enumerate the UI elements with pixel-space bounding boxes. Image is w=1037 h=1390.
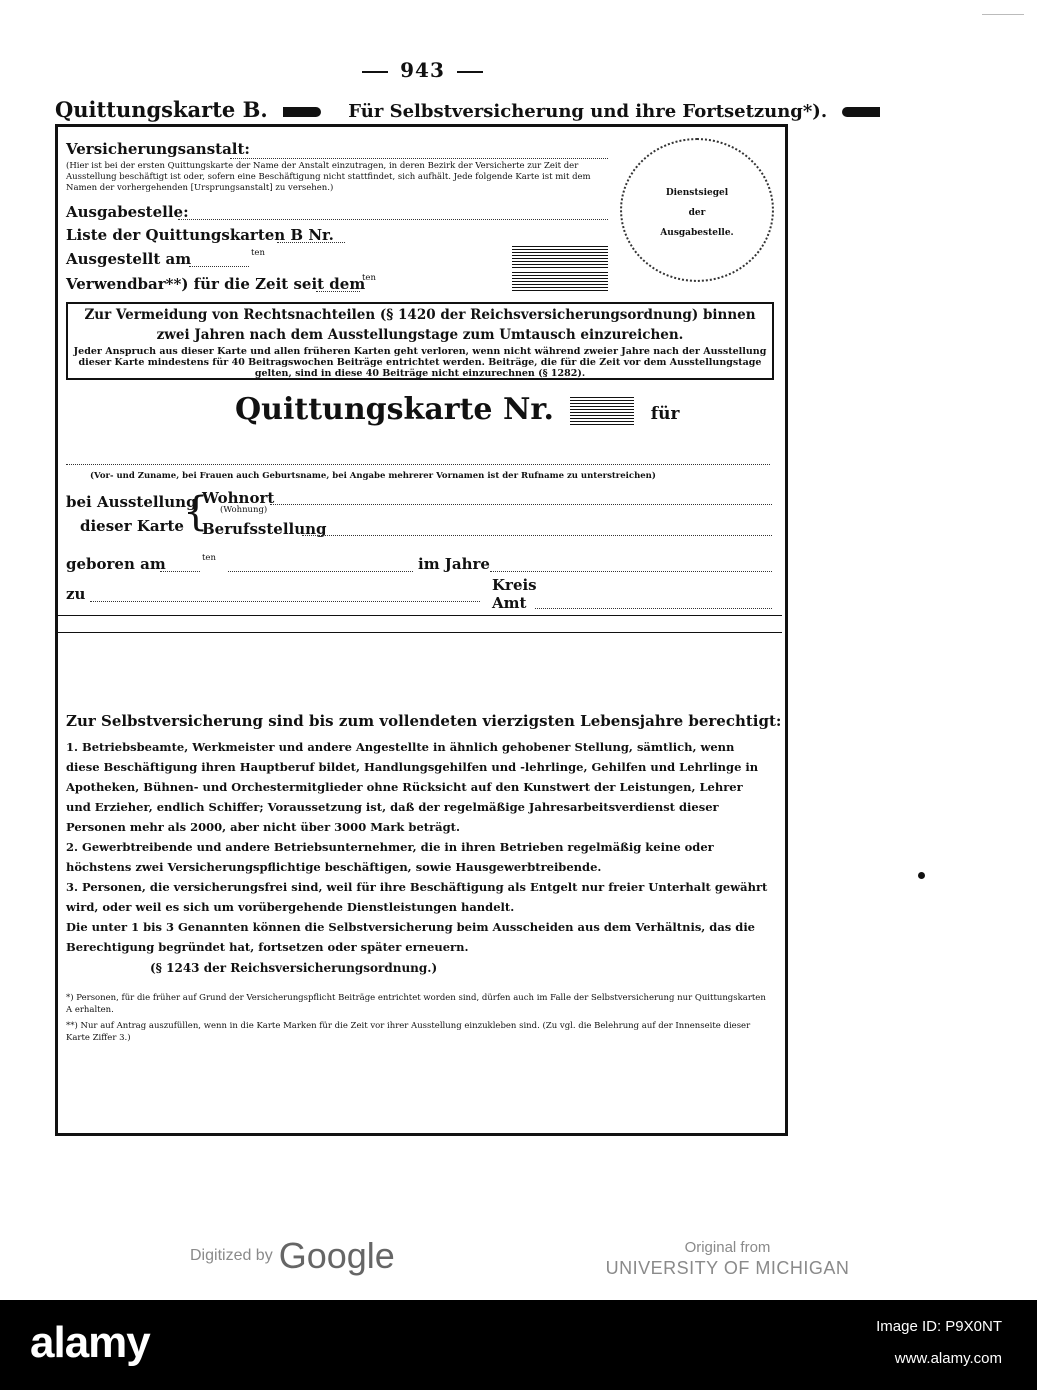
card-title: Quittungskarte B. Für Selbstversicherung und ihre Fortsetzung*). bbox=[55, 97, 790, 122]
official-seal bbox=[620, 138, 774, 282]
google-logo: Google bbox=[278, 1235, 395, 1276]
ink-dot bbox=[918, 872, 925, 879]
digitized-by: Digitized by Google bbox=[190, 1235, 395, 1276]
eligibility-closing: Die unter 1 bis 3 Genannten können die Selbstversicherung beim Ausscheiden aus dem Verhältnis, das die Berechtigung begründet hat, fortsetzen oder später erneuern. bbox=[66, 920, 756, 954]
usable-label: Verwendbar**) für die Zeit seit dem bbox=[66, 275, 366, 293]
seal-line: der bbox=[688, 208, 706, 218]
footnote-2: **) Nur auf Antrag auszufüllen, wenn in die Karte Marken für die Zeit vor ihrer Ausstellung einzukleben sind. (Zu vgl. die Belehrung auf der Innenseite dieser Karte Ziffer 3.) bbox=[66, 1021, 751, 1043]
number-hatch-area bbox=[570, 397, 634, 425]
residence-line bbox=[270, 492, 772, 505]
seal-line: Ausgabestelle. bbox=[660, 228, 734, 238]
year-label: im Jahre bbox=[418, 555, 490, 573]
warning-box bbox=[66, 302, 774, 380]
original-from-label: Original from bbox=[684, 1239, 771, 1256]
pointing-hand-icon bbox=[842, 107, 880, 117]
warning-line-1: Zur Vermeidung von Rechtsnachteilen (§ 1420 der Reichsversicherungsordnung) binnen bbox=[84, 307, 756, 323]
issued-suffix: ten bbox=[251, 248, 265, 258]
eligibility-heading: Zur Selbstversicherung sind bis zum vollendeten vierzigsten Lebensjahre berechtigt: bbox=[66, 712, 782, 730]
born-line bbox=[160, 559, 200, 572]
district-line bbox=[535, 596, 772, 609]
separator-line bbox=[58, 615, 782, 616]
issue-line-2: dieser Karte bbox=[80, 517, 184, 535]
alamy-logo: alamy bbox=[30, 1318, 150, 1367]
born-label: geboren am bbox=[66, 555, 166, 573]
warning-body: Jeder Anspruch aus dieser Karte und allen früheren Karten geht verloren, wenn nicht während zweier Jahre nach der Ausstellung dieser Karte mindestens für 40 Beitragswochen Beiträge entrichtet werden. Beiträge, die für die Zeit vor dem Ausstellungstage gelten, sind in diese 40 Beiträge nicht einzurechnen (§ 1282). bbox=[73, 346, 767, 379]
residence-note: (Wohnung) bbox=[220, 505, 268, 515]
usable-line bbox=[316, 279, 360, 292]
name-line bbox=[66, 452, 770, 465]
issuing-office-label: Ausgabestelle: bbox=[66, 203, 189, 221]
watermark-url: www.alamy.com bbox=[894, 1350, 1002, 1367]
list-line bbox=[277, 230, 345, 243]
occupation-line bbox=[302, 523, 772, 536]
image-id: Image ID: P9X0NT bbox=[876, 1318, 1002, 1335]
university-name: UNIVERSITY OF MICHIGAN bbox=[605, 1258, 850, 1278]
card-subtitle: Für Selbstversicherung und ihre Fortsetzung*). bbox=[348, 101, 828, 122]
issue-line-1: bei Ausstellung bbox=[66, 493, 197, 511]
separator-line bbox=[58, 632, 782, 633]
eligibility-item-3: 3. Personen, die versicherungsfrei sind, weil für ihre Beschäftigung als Entgelt nur freier Unterhalt gewährt wird, oder weil es sich um vorübergehende Dienstleistungen handelt. bbox=[66, 880, 768, 914]
issued-line bbox=[189, 254, 249, 267]
office-label: Amt bbox=[492, 594, 527, 612]
at-label: zu bbox=[66, 585, 86, 603]
insurer-line bbox=[230, 146, 608, 159]
fuer-label: für bbox=[650, 404, 680, 424]
at-line bbox=[90, 589, 480, 602]
district-label: Kreis bbox=[492, 576, 537, 594]
list-label: Liste der Quittungskarten B Nr. bbox=[66, 226, 334, 244]
issuing-office-line bbox=[178, 207, 608, 220]
corner-mark bbox=[982, 14, 1024, 15]
watermark-bar bbox=[0, 1300, 1037, 1390]
eligibility-item-2: 2. Gewerbtreibende und andere Betriebsunternehmer, die in ihren Betrieben regelmäßig keine oder höchstens zwei Versicherungspflichtige beschäftigen, sowie Hausgewerbtreibende. bbox=[66, 840, 714, 874]
seal-line: Dienstsiegel bbox=[665, 188, 729, 198]
brace-icon: { bbox=[183, 489, 209, 535]
eligibility-item-1: 1. Betriebsbeamte, Werkmeister und andere Angestellte in ähnlich gehobener Stellung, sämtlich, wenn diese Beschäftigung ihren Hauptberuf bildet, Handlungsgehilfen und -lehrlinge, Gehilfen und Lehrlinge in Apotheken, Bühnen- und Orchestermitglieder ohne Rücksicht auf den Kunstwert der Leistungen, Lehrer und Erzieher, endlich Schiffer; Voraussetzung ist, daß der regelmäßige Jahresarbeitsverdienst dieser Personen mehr als 2000, aber nicht über 3000 Mark beträgt. bbox=[66, 740, 759, 834]
year-line bbox=[490, 559, 772, 572]
main-title: Quittungskarte Nr. für bbox=[235, 392, 680, 427]
issued-label: Ausgestellt am bbox=[66, 250, 192, 268]
warning-line-2: zwei Jahren nach dem Ausstellungstage zum Umtausch einzureichen. bbox=[156, 327, 684, 343]
page-number: 943 bbox=[0, 58, 845, 82]
stamp-hatch-area bbox=[512, 246, 608, 268]
name-note: (Vor- und Zuname, bei Frauen auch Geburtsname, bei Angabe mehrerer Vornamen ist der Rufname zu unterstreichen) bbox=[90, 471, 656, 481]
stamp-hatch-area bbox=[512, 272, 608, 292]
insurer-note: (Hier ist bei der ersten Quittungskarte der Name der Anstalt einzutragen, in deren Bezirk der Versicherte zur Zeit der Ausstellung beschäftigt ist oder, sofern eine Beschäftigung nicht stattfindet, sich aufhält. Jede folgende Karte ist mit dem Namen der vorhergehenden [Ursprungsanstalt] zu versehen.) bbox=[66, 161, 591, 193]
residence-label: Wohnort bbox=[202, 489, 275, 507]
eligibility-citation: (§ 1243 der Reichsversicherungsordnung.) bbox=[150, 961, 438, 975]
original-from bbox=[600, 1237, 855, 1279]
occupation-label: Berufsstellung bbox=[202, 520, 327, 538]
born-suffix: ten bbox=[202, 553, 216, 563]
insurer-label: Versicherungsanstalt: bbox=[66, 140, 250, 158]
pointing-hand-icon bbox=[283, 107, 321, 117]
born-month-line bbox=[228, 559, 413, 572]
footnote-1: *) Personen, für die früher auf Grund der Versicherungspflicht Beiträge entrichtet worden sind, dürfen auch im Falle der Selbstversicherung nur Quittungskarten A erhalten. bbox=[66, 993, 766, 1015]
usable-suffix: ten bbox=[362, 273, 376, 283]
